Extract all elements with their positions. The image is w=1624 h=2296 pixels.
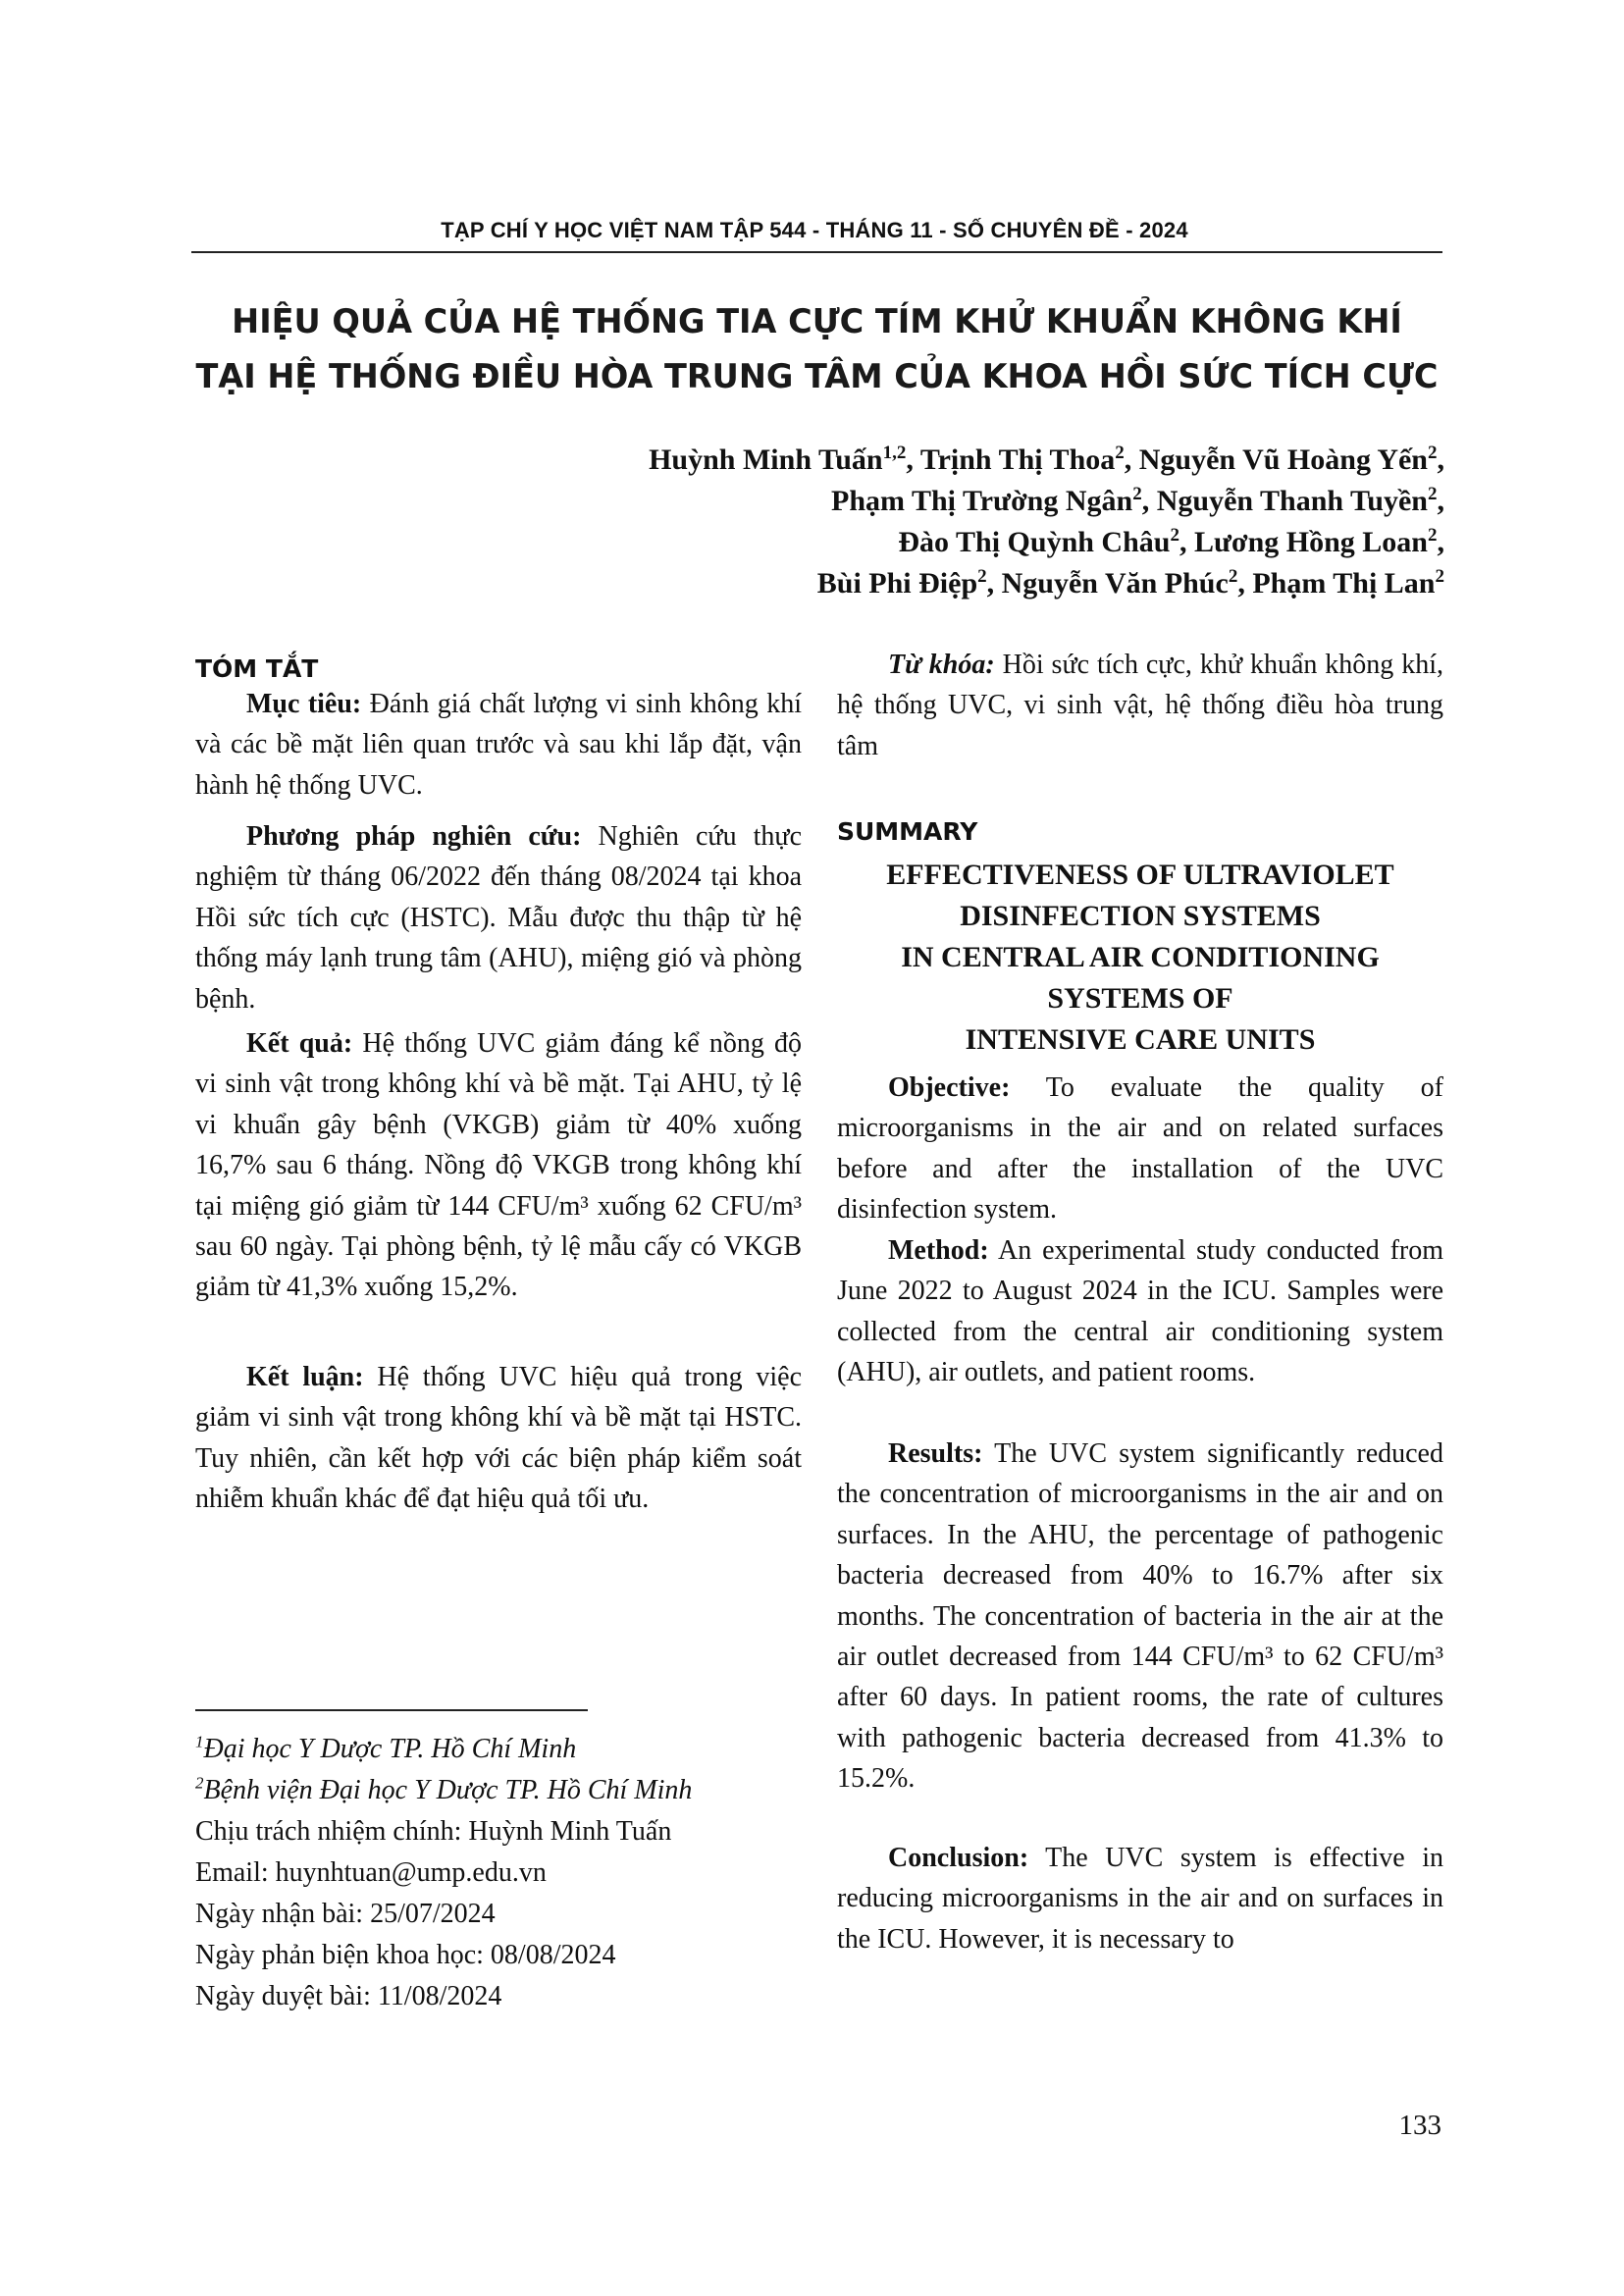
affiliation-1-text: Đại học Y Dược TP. Hồ Chí Minh — [203, 1734, 577, 1764]
author-name: Bùi Phi Điệp — [816, 567, 978, 600]
author-line-3: Đào Thị Quỳnh Châu$^2$, Lương Hồng Loan$^2$, — [898, 525, 1444, 558]
author-name: Phạm Thị Lan — [1252, 567, 1436, 600]
summary-heading: SUMMARY — [837, 817, 978, 846]
abstract-results — [195, 1023, 802, 1308]
author-affiliation: 2 — [1435, 566, 1444, 587]
summary-conclusion — [837, 1838, 1443, 1959]
author-line-4: Bùi Phi Điệp$^2$, Nguyễn Văn Phúc$^2$, Phạm Thị Lan$^2$ — [816, 566, 1444, 600]
abstract-results-label: Kết quả: — [246, 1028, 353, 1059]
author-affiliation: 2 — [1428, 525, 1438, 546]
received-date: Ngày nhận bài: 25/07/2024 — [195, 1899, 496, 1929]
affiliation-2-text: Bệnh viện Đại học Y Dược TP. Hồ Chí Minh — [203, 1775, 693, 1805]
author-name: Trịnh Thị Thoa — [919, 444, 1116, 476]
author-affiliation: 2 — [1132, 484, 1142, 504]
author-affiliation: 2 — [1428, 443, 1438, 463]
footnote-rule — [195, 1709, 588, 1711]
tom-tat-heading: TÓM TẮT — [195, 654, 319, 683]
header-rule — [191, 251, 1442, 253]
english-title-line: DISINFECTION SYSTEMS — [960, 900, 1321, 932]
author-affiliation: 2 — [977, 566, 987, 587]
corresponding-author: Chịu trách nhiệm chính: Huỳnh Minh Tuấn — [195, 1816, 672, 1847]
summary-objective — [837, 1068, 1443, 1230]
summary-objective-label: Objective: — [888, 1072, 1011, 1103]
summary-results-text: The UVC system significantly reduced the concentration of microorganisms in the air and on surfaces. In the AHU, the percentage of pathogenic bacteria decreased from 40% to 16.7% after six months. The concentration of bacteria in the air at the air outlet decreased from 144 CFU/m³ to 62 CFU/m³ after 60 days. In patient rooms, the rate of cultures with pathogenic bacteria decreased from 41.3% to 15.2%. — [837, 1438, 1443, 1795]
author-name: Nguyễn Văn Phúc — [1001, 567, 1229, 600]
author-affiliation: 1,2 — [882, 443, 907, 463]
summary-method-label: Method: — [888, 1235, 989, 1266]
footnotes — [195, 1729, 823, 2017]
running-header: TẠP CHÍ Y HỌC VIỆT NAM TẬP 544 - THÁNG 11 - SỐ CHUYÊN ĐỀ - 2024 — [441, 218, 1188, 242]
author-affiliation: 2 — [1170, 525, 1179, 546]
author-list — [365, 440, 1444, 604]
author-affiliation: 2 — [1228, 566, 1238, 587]
abstract-conclusion — [195, 1357, 802, 1520]
english-title-line: IN CENTRAL AIR CONDITIONING — [901, 941, 1380, 973]
author-line-1: Huỳnh Minh Tuấn$^{1,2}$, Trịnh Thị Thoa$^2$, Nguyễn Vũ Hoàng Yến$^2$, — [649, 443, 1444, 476]
title-line-2: TẠI HỆ THỐNG ĐIỀU HÒA TRUNG TÂM CỦA KHOA HỒI SỨC TÍCH CỰC — [195, 357, 1439, 395]
abstract-objective — [195, 684, 802, 806]
abstract-objective-text: Đánh giá chất lượng vi sinh không khí và các bề mặt liên quan trước và sau khi lắp đặt, vận hành hệ thống UVC. — [195, 689, 802, 801]
author-name: Lương Hồng Loan — [1193, 526, 1428, 558]
summary-objective-text: To evaluate the quality of microorganisms in the air and on related surfaces before and after the installation of the UVC disinfection system. — [837, 1072, 1443, 1226]
affiliation-2 — [195, 1770, 823, 1811]
accepted-date: Ngày duyệt bài: 11/08/2024 — [195, 1981, 502, 2011]
affiliation-1 — [195, 1729, 823, 1770]
keywords-label: Từ khóa: — [888, 650, 995, 680]
summary-results-label: Results: — [888, 1438, 983, 1469]
keywords — [837, 645, 1443, 766]
abstract-method-text: Nghiên cứu thực nghiệm từ tháng 06/2022 đến tháng 08/2024 tại khoa Hồi sức tích cực (HSTC). Mẫu được thu thập từ hệ thống máy lạnh trung tâm (AHU), miệng gió và phòng bệnh. — [195, 821, 802, 1015]
summary-method — [837, 1230, 1443, 1393]
author-name: Huỳnh Minh Tuấn — [649, 444, 883, 476]
corresponding-email: Email: huynhtuan@ump.edu.vn — [195, 1857, 547, 1888]
english-title-line: SYSTEMS OF — [1047, 982, 1233, 1015]
abstract-conclusion-label: Kết luận: — [246, 1362, 364, 1392]
english-title-line: INTENSIVE CARE UNITS — [965, 1023, 1316, 1056]
summary-conclusion-text: The UVC system is effective in reducing microorganisms in the air and on surfaces in the ICU. However, it is necessary to — [837, 1843, 1443, 1955]
author-affiliation: 2 — [1428, 484, 1438, 504]
abstract-results-text: Hệ thống UVC giảm đáng kể nồng độ vi sinh vật trong không khí và bề mặt. Tại AHU, tỷ lệ vi khuẩn gây bệnh (VKGB) giảm từ 40% xuống 16,7% sau 6 tháng. Nồng độ VKGB trong không khí tại miệng gió giảm từ 144 CFU/m³ xuống 62 CFU/m³ sau 60 ngày. Tại phòng bệnh, tỷ lệ mẫu cấy có VKGB giảm từ 41,3% xuống 15,2%. — [195, 1028, 803, 1303]
author-name: Phạm Thị Trường Ngân — [831, 485, 1133, 517]
article-title — [191, 294, 1442, 404]
reviewed-date: Ngày phản biện khoa học: 08/08/2024 — [195, 1940, 616, 1970]
abstract-objective-label: Mục tiêu: — [246, 689, 362, 719]
summary-results — [837, 1434, 1443, 1800]
abstract-method-label: Phương pháp nghiên cứu: — [246, 821, 582, 852]
summary-method-text: An experimental study conducted from June 2022 to August 2024 in the ICU. Samples were collected from the central air conditioning system (AHU), air outlets, and patient rooms. — [837, 1235, 1443, 1388]
author-name: Nguyễn Vũ Hoàng Yến — [1138, 444, 1428, 476]
title-line-1: HIỆU QUẢ CỦA HỆ THỐNG TIA CỰC TÍM KHỬ KHUẨN KHÔNG KHÍ — [232, 302, 1402, 340]
keywords-text: Hồi sức tích cực, khử khuẩn không khí, hệ thống UVC, vi sinh vật, hệ thống điều hòa trung tâm — [837, 650, 1443, 761]
author-affiliation: 2 — [1115, 443, 1125, 463]
affiliation-1-number: 1 — [195, 1732, 204, 1751]
page-number: 133 — [1398, 2110, 1441, 2141]
author-line-2: Phạm Thị Trường Ngân$^2$, Nguyễn Thanh Tuyền$^2$, — [831, 484, 1444, 517]
abstract-conclusion-text: Hệ thống UVC hiệu quả trong việc giảm vi sinh vật trong không khí và bề mặt tại HSTC. Tuy nhiên, cần kết hợp với các biện pháp kiểm soát nhiễm khuẩn khác để đạt hiệu quả tối ưu. — [195, 1362, 803, 1515]
abstract-method — [195, 816, 802, 1019]
author-name: Nguyễn Thanh Tuyền — [1156, 485, 1428, 517]
english-title-line: EFFECTIVENESS OF ULTRAVIOLET — [886, 859, 1394, 891]
author-name: Đào Thị Quỳnh Châu — [898, 526, 1171, 558]
summary-conclusion-label: Conclusion: — [888, 1843, 1029, 1873]
english-title — [837, 855, 1443, 1061]
affiliation-2-number: 2 — [195, 1773, 204, 1793]
